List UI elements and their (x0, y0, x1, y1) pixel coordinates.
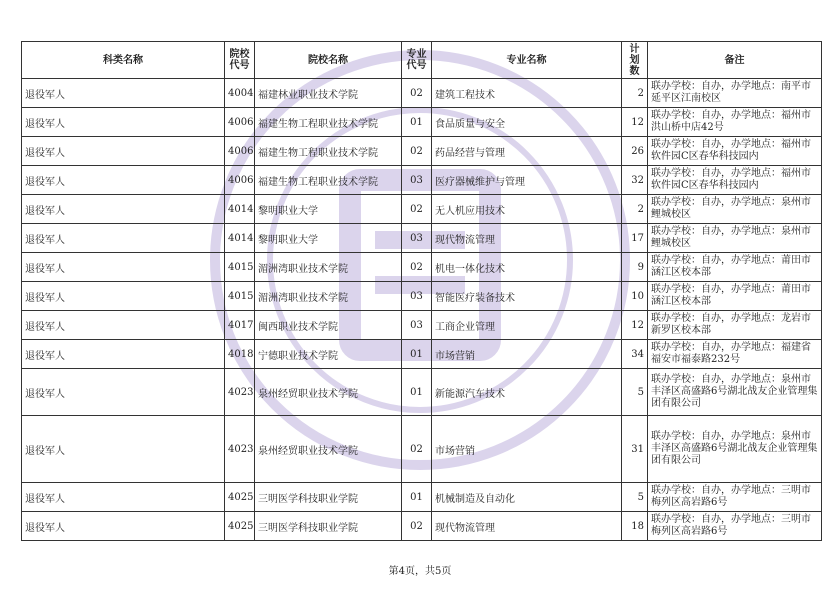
cell-major-code: 03 (402, 166, 432, 195)
cell-note: 联办学校：自办，办学地点：泉州市丰泽区高盛路6号湖北战友企业管理集团有限公司 (648, 416, 822, 483)
cell-plan: 17 (622, 224, 648, 253)
cell-plan: 5 (622, 369, 648, 416)
cell-category: 退役军人 (22, 195, 225, 224)
cell-category: 退役军人 (22, 483, 225, 512)
cell-plan: 12 (622, 108, 648, 137)
cell-major-code: 01 (402, 108, 432, 137)
cell-category: 退役军人 (22, 416, 225, 483)
table-row (22, 369, 822, 416)
cell-note: 联办学校：自办，办学地点：莆田市涵江区校本部 (648, 282, 822, 311)
cell-note: 联办学校：自办，办学地点：福州市软件园C区春华科技园内 (648, 137, 822, 166)
cell-school-code: 4025 (225, 483, 255, 512)
cell-school-code: 4017 (225, 311, 255, 340)
cell-major-name: 新能源汽车技术 (432, 369, 622, 416)
cell-plan: 26 (622, 137, 648, 166)
cell-category: 退役军人 (22, 166, 225, 195)
header-note: 备注 (648, 42, 822, 79)
cell-major-name: 机械制造及自动化 (432, 483, 622, 512)
cell-category: 退役军人 (22, 340, 225, 369)
cell-school-name: 福建生物工程职业技术学院 (255, 166, 402, 195)
cell-school-name: 闽西职业技术学院 (255, 311, 402, 340)
cell-category: 退役军人 (22, 311, 225, 340)
cell-school-code: 4004 (225, 79, 255, 108)
cell-category: 退役军人 (22, 369, 225, 416)
cell-school-name: 湄洲湾职业技术学院 (255, 253, 402, 282)
cell-school-code: 4015 (225, 282, 255, 311)
cell-school-name: 福建林业职业技术学院 (255, 79, 402, 108)
cell-plan: 31 (622, 416, 648, 483)
cell-major-name: 现代物流管理 (432, 512, 622, 541)
table-row (22, 512, 822, 541)
page-footer: 第4页，共5页 (388, 566, 452, 577)
cell-school-name: 黎明职业大学 (255, 224, 402, 253)
cell-school-code: 4018 (225, 340, 255, 369)
cell-note: 联办学校：自办，办学地点：泉州市丰泽区高盛路6号湖北战友企业管理集团有限公司 (648, 369, 822, 416)
cell-school-code: 4025 (225, 512, 255, 541)
cell-major-code: 02 (402, 195, 432, 224)
cell-major-code: 03 (402, 282, 432, 311)
header-plan: 计划数 (622, 42, 648, 79)
cell-major-code: 02 (402, 512, 432, 541)
table-row (22, 282, 822, 311)
cell-school-code: 4015 (225, 253, 255, 282)
cell-school-name: 宁德职业技术学院 (255, 340, 402, 369)
cell-school-code: 4023 (225, 369, 255, 416)
cell-major-name: 无人机应用技术 (432, 195, 622, 224)
cell-school-name: 黎明职业大学 (255, 195, 402, 224)
cell-school-code: 4014 (225, 224, 255, 253)
cell-major-code: 02 (402, 416, 432, 483)
cell-category: 退役军人 (22, 108, 225, 137)
cell-major-name: 市场营销 (432, 340, 622, 369)
cell-major-name: 工商企业管理 (432, 311, 622, 340)
table-header-row (22, 42, 822, 79)
header-major-name: 专业名称 (432, 42, 622, 79)
cell-note: 联办学校：自办，办学地点：三明市梅列区高岩路6号 (648, 512, 822, 541)
cell-major-code: 03 (402, 224, 432, 253)
cell-plan: 2 (622, 195, 648, 224)
cell-note: 联办学校：自办，办学地点：泉州市鲤城校区 (648, 224, 822, 253)
cell-note: 联办学校：自办，办学地点：福州市洪山桥中店42号 (648, 108, 822, 137)
cell-note: 联办学校：自办，办学地点：泉州市鲤城校区 (648, 195, 822, 224)
cell-school-name: 福建生物工程职业技术学院 (255, 108, 402, 137)
header-school-name: 院校名称 (255, 42, 402, 79)
header-major-code: 专业代号 (402, 42, 432, 79)
cell-category: 退役军人 (22, 79, 225, 108)
cell-major-code: 01 (402, 369, 432, 416)
cell-plan: 32 (622, 166, 648, 195)
cell-major-code: 02 (402, 137, 432, 166)
header-category: 科类名称 (22, 42, 225, 79)
cell-plan: 9 (622, 253, 648, 282)
cell-school-code: 4006 (225, 166, 255, 195)
cell-school-name: 泉州经贸职业技术学院 (255, 416, 402, 483)
cell-school-code: 4023 (225, 416, 255, 483)
table-row (22, 224, 822, 253)
cell-school-code: 4006 (225, 137, 255, 166)
table-row (22, 253, 822, 282)
cell-major-name: 医疗器械维护与管理 (432, 166, 622, 195)
cell-school-code: 4014 (225, 195, 255, 224)
cell-major-name: 现代物流管理 (432, 224, 622, 253)
cell-school-code: 4006 (225, 108, 255, 137)
cell-note: 联办学校：自办，办学地点：南平市延平区江南校区 (648, 79, 822, 108)
cell-plan: 2 (622, 79, 648, 108)
cell-school-name: 福建生物工程职业技术学院 (255, 137, 402, 166)
cell-plan: 10 (622, 282, 648, 311)
cell-school-name: 三明医学科技职业学院 (255, 512, 402, 541)
cell-major-name: 智能医疗装备技术 (432, 282, 622, 311)
cell-school-name: 泉州经贸职业技术学院 (255, 369, 402, 416)
cell-note: 联办学校：自办，办学地点：福建省福安市福泰路232号 (648, 340, 822, 369)
table-row (22, 195, 822, 224)
cell-school-name: 湄洲湾职业技术学院 (255, 282, 402, 311)
cell-category: 退役军人 (22, 512, 225, 541)
cell-major-name: 机电一体化技术 (432, 253, 622, 282)
table-row (22, 166, 822, 195)
cell-category: 退役军人 (22, 137, 225, 166)
cell-plan: 18 (622, 512, 648, 541)
cell-plan: 34 (622, 340, 648, 369)
cell-major-name: 食品质量与安全 (432, 108, 622, 137)
cell-school-name: 三明医学科技职业学院 (255, 483, 402, 512)
cell-major-code: 01 (402, 483, 432, 512)
table-row (22, 79, 822, 108)
table-row (22, 340, 822, 369)
cell-plan: 5 (622, 483, 648, 512)
cell-note: 联办学校：自办，办学地点：福州市软件园C区春华科技园内 (648, 166, 822, 195)
enrollment-plan-table (21, 41, 822, 541)
cell-major-name: 药品经营与管理 (432, 137, 622, 166)
table-row (22, 416, 822, 483)
cell-plan: 12 (622, 311, 648, 340)
table-row (22, 311, 822, 340)
cell-category: 退役军人 (22, 282, 225, 311)
cell-major-code: 02 (402, 79, 432, 108)
cell-note: 联办学校：自办，办学地点：三明市梅列区高岩路6号 (648, 483, 822, 512)
cell-major-code: 01 (402, 340, 432, 369)
cell-major-code: 02 (402, 253, 432, 282)
table-row (22, 137, 822, 166)
header-school-code: 院校代号 (225, 42, 255, 79)
table-row (22, 108, 822, 137)
cell-note: 联办学校：自办，办学地点：龙岩市新罗区校本部 (648, 311, 822, 340)
cell-category: 退役军人 (22, 253, 225, 282)
cell-major-name: 市场营销 (432, 416, 622, 483)
cell-note: 联办学校：自办，办学地点：莆田市涵江区校本部 (648, 253, 822, 282)
cell-category: 退役军人 (22, 224, 225, 253)
table-row (22, 483, 822, 512)
cell-major-name: 建筑工程技术 (432, 79, 622, 108)
cell-major-code: 03 (402, 311, 432, 340)
